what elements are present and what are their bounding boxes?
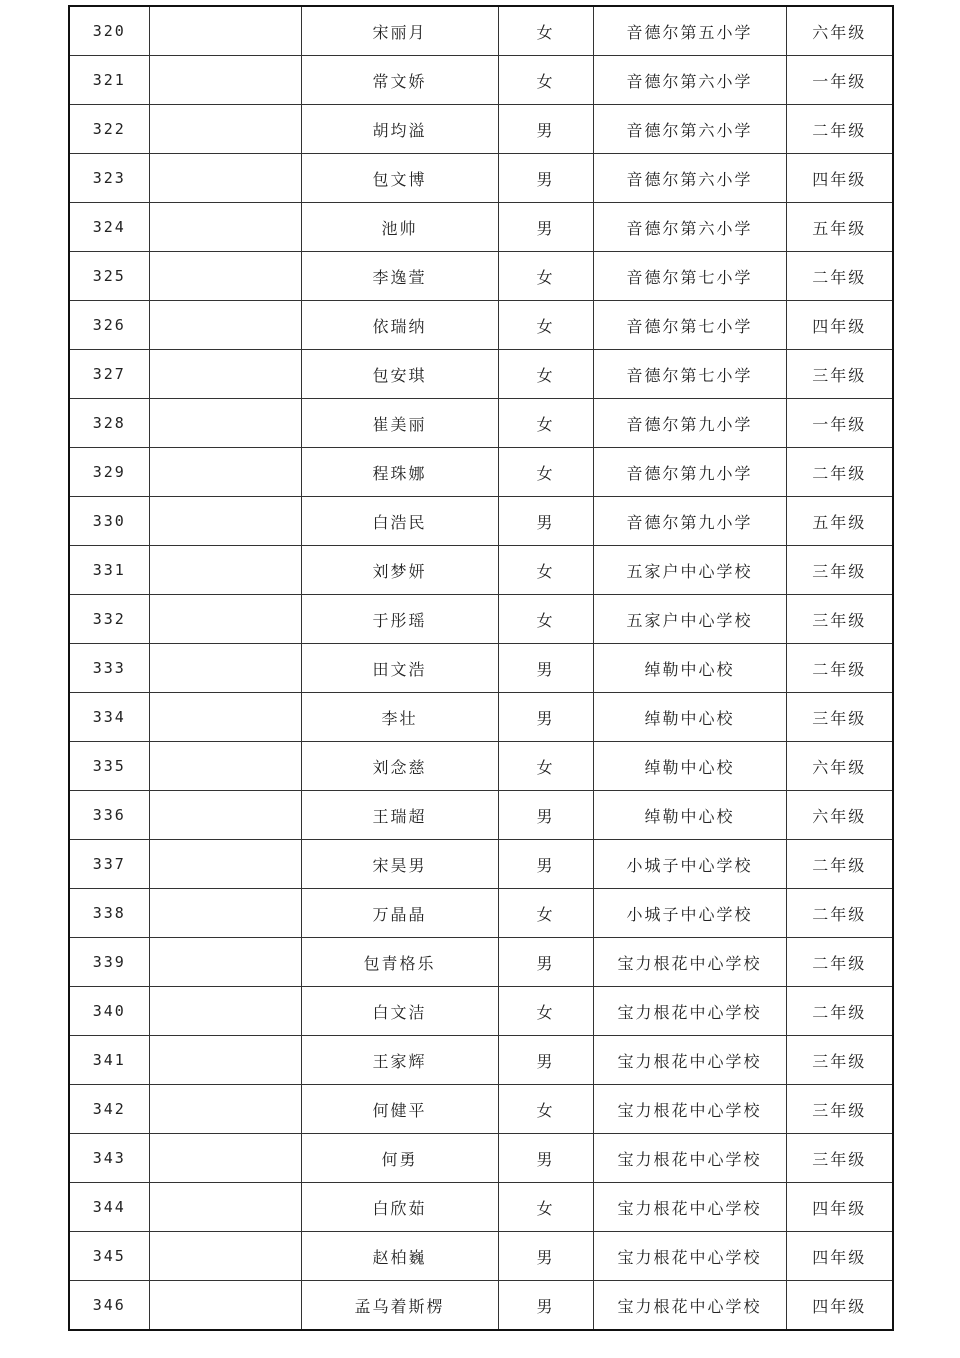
- blank-cell: [149, 644, 301, 693]
- blank-cell: [149, 6, 301, 56]
- student-name-cell: 常文娇: [301, 56, 498, 105]
- gender-cell: 女: [498, 1183, 593, 1232]
- gender-cell: 男: [498, 840, 593, 889]
- school-cell: 绰勒中心校: [593, 742, 786, 791]
- grade-cell: 五年级: [786, 497, 893, 546]
- gender-cell: 女: [498, 1085, 593, 1134]
- gender-cell: 女: [498, 595, 593, 644]
- gender-cell: 男: [498, 105, 593, 154]
- gender-cell: 男: [498, 154, 593, 203]
- gender-cell: 男: [498, 791, 593, 840]
- table-row: [69, 987, 893, 1036]
- blank-cell: [149, 1036, 301, 1085]
- table-row: [69, 1183, 893, 1232]
- blank-cell: [149, 154, 301, 203]
- school-cell: 宝力根花中心学校: [593, 1232, 786, 1281]
- serial-number-cell: 342: [69, 1085, 149, 1134]
- blank-cell: [149, 56, 301, 105]
- serial-number-cell: 330: [69, 497, 149, 546]
- gender-cell: 男: [498, 497, 593, 546]
- student-name-cell: 李壮: [301, 693, 498, 742]
- school-cell: 音德尔第六小学: [593, 154, 786, 203]
- student-name-cell: 程珠娜: [301, 448, 498, 497]
- serial-number-cell: 343: [69, 1134, 149, 1183]
- school-cell: 绰勒中心校: [593, 791, 786, 840]
- gender-cell: 男: [498, 644, 593, 693]
- blank-cell: [149, 252, 301, 301]
- student-name-cell: 赵柏巍: [301, 1232, 498, 1281]
- table-row: [69, 6, 893, 56]
- school-cell: 音德尔第六小学: [593, 105, 786, 154]
- school-cell: 小城子中心学校: [593, 840, 786, 889]
- table-row: [69, 693, 893, 742]
- grade-cell: 六年级: [786, 742, 893, 791]
- grade-cell: 三年级: [786, 350, 893, 399]
- student-name-cell: 胡均溢: [301, 105, 498, 154]
- gender-cell: 女: [498, 56, 593, 105]
- student-name-cell: 刘梦妍: [301, 546, 498, 595]
- table-row: [69, 644, 893, 693]
- student-name-cell: 包安琪: [301, 350, 498, 399]
- school-cell: 宝力根花中心学校: [593, 1085, 786, 1134]
- school-cell: 宝力根花中心学校: [593, 987, 786, 1036]
- blank-cell: [149, 1085, 301, 1134]
- gender-cell: 男: [498, 203, 593, 252]
- grade-cell: 三年级: [786, 693, 893, 742]
- gender-cell: 女: [498, 546, 593, 595]
- serial-number-cell: 333: [69, 644, 149, 693]
- blank-cell: [149, 742, 301, 791]
- student-name-cell: 白浩民: [301, 497, 498, 546]
- gender-cell: 女: [498, 399, 593, 448]
- student-name-cell: 何勇: [301, 1134, 498, 1183]
- table-row: [69, 791, 893, 840]
- student-name-cell: 池帅: [301, 203, 498, 252]
- school-cell: 五家户中心学校: [593, 595, 786, 644]
- student-name-cell: 白文洁: [301, 987, 498, 1036]
- grade-cell: 四年级: [786, 1232, 893, 1281]
- blank-cell: [149, 546, 301, 595]
- student-roster-table: [68, 5, 894, 1331]
- grade-cell: 一年级: [786, 399, 893, 448]
- grade-cell: 三年级: [786, 546, 893, 595]
- student-name-cell: 王瑞超: [301, 791, 498, 840]
- blank-cell: [149, 1281, 301, 1331]
- blank-cell: [149, 497, 301, 546]
- student-name-cell: 李逸萱: [301, 252, 498, 301]
- school-cell: 宝力根花中心学校: [593, 1036, 786, 1085]
- blank-cell: [149, 399, 301, 448]
- grade-cell: 二年级: [786, 889, 893, 938]
- serial-number-cell: 336: [69, 791, 149, 840]
- serial-number-cell: 329: [69, 448, 149, 497]
- student-name-cell: 宋丽月: [301, 6, 498, 56]
- serial-number-cell: 338: [69, 889, 149, 938]
- grade-cell: 三年级: [786, 595, 893, 644]
- table-row: [69, 1281, 893, 1331]
- school-cell: 宝力根花中心学校: [593, 938, 786, 987]
- school-cell: 音德尔第九小学: [593, 448, 786, 497]
- blank-cell: [149, 938, 301, 987]
- student-name-cell: 田文浩: [301, 644, 498, 693]
- school-cell: 音德尔第七小学: [593, 252, 786, 301]
- serial-number-cell: 322: [69, 105, 149, 154]
- grade-cell: 六年级: [786, 6, 893, 56]
- grade-cell: 二年级: [786, 252, 893, 301]
- grade-cell: 四年级: [786, 1281, 893, 1331]
- table-row: [69, 840, 893, 889]
- table-row: [69, 252, 893, 301]
- table-row: [69, 56, 893, 105]
- school-cell: 音德尔第七小学: [593, 350, 786, 399]
- school-cell: 音德尔第六小学: [593, 56, 786, 105]
- serial-number-cell: 335: [69, 742, 149, 791]
- gender-cell: 女: [498, 742, 593, 791]
- serial-number-cell: 337: [69, 840, 149, 889]
- gender-cell: 女: [498, 889, 593, 938]
- student-name-cell: 王家辉: [301, 1036, 498, 1085]
- grade-cell: 五年级: [786, 203, 893, 252]
- gender-cell: 男: [498, 1232, 593, 1281]
- serial-number-cell: 339: [69, 938, 149, 987]
- gender-cell: 女: [498, 6, 593, 56]
- school-cell: 音德尔第六小学: [593, 203, 786, 252]
- school-cell: 音德尔第九小学: [593, 399, 786, 448]
- gender-cell: 女: [498, 448, 593, 497]
- school-cell: 音德尔第七小学: [593, 301, 786, 350]
- table-row: [69, 448, 893, 497]
- school-cell: 小城子中心学校: [593, 889, 786, 938]
- table-row: [69, 105, 893, 154]
- table-row: [69, 1085, 893, 1134]
- grade-cell: 二年级: [786, 938, 893, 987]
- grade-cell: 四年级: [786, 154, 893, 203]
- grade-cell: 二年级: [786, 840, 893, 889]
- grade-cell: 三年级: [786, 1085, 893, 1134]
- blank-cell: [149, 889, 301, 938]
- blank-cell: [149, 1183, 301, 1232]
- school-cell: 音德尔第五小学: [593, 6, 786, 56]
- table-row: [69, 203, 893, 252]
- table-row: [69, 742, 893, 791]
- blank-cell: [149, 987, 301, 1036]
- serial-number-cell: 332: [69, 595, 149, 644]
- grade-cell: 六年级: [786, 791, 893, 840]
- blank-cell: [149, 350, 301, 399]
- blank-cell: [149, 448, 301, 497]
- school-cell: 绰勒中心校: [593, 693, 786, 742]
- serial-number-cell: 345: [69, 1232, 149, 1281]
- blank-cell: [149, 203, 301, 252]
- grade-cell: 二年级: [786, 987, 893, 1036]
- gender-cell: 男: [498, 1281, 593, 1331]
- student-name-cell: 何健平: [301, 1085, 498, 1134]
- student-name-cell: 包青格乐: [301, 938, 498, 987]
- student-name-cell: 依瑞纳: [301, 301, 498, 350]
- table-row: [69, 350, 893, 399]
- gender-cell: 女: [498, 350, 593, 399]
- gender-cell: 女: [498, 301, 593, 350]
- table-row: [69, 399, 893, 448]
- blank-cell: [149, 301, 301, 350]
- blank-cell: [149, 105, 301, 154]
- serial-number-cell: 341: [69, 1036, 149, 1085]
- grade-cell: 四年级: [786, 1183, 893, 1232]
- serial-number-cell: 328: [69, 399, 149, 448]
- student-name-cell: 包文博: [301, 154, 498, 203]
- blank-cell: [149, 791, 301, 840]
- grade-cell: 二年级: [786, 105, 893, 154]
- school-cell: 五家户中心学校: [593, 546, 786, 595]
- grade-cell: 三年级: [786, 1134, 893, 1183]
- serial-number-cell: 331: [69, 546, 149, 595]
- blank-cell: [149, 1232, 301, 1281]
- serial-number-cell: 325: [69, 252, 149, 301]
- table-row: [69, 1134, 893, 1183]
- grade-cell: 二年级: [786, 644, 893, 693]
- grade-cell: 一年级: [786, 56, 893, 105]
- school-cell: 音德尔第九小学: [593, 497, 786, 546]
- table-row: [69, 1036, 893, 1085]
- serial-number-cell: 344: [69, 1183, 149, 1232]
- gender-cell: 男: [498, 938, 593, 987]
- table-row: [69, 154, 893, 203]
- grade-cell: 四年级: [786, 301, 893, 350]
- student-name-cell: 孟乌着斯楞: [301, 1281, 498, 1331]
- table-row: [69, 546, 893, 595]
- serial-number-cell: 321: [69, 56, 149, 105]
- serial-number-cell: 334: [69, 693, 149, 742]
- school-cell: 宝力根花中心学校: [593, 1134, 786, 1183]
- grade-cell: 二年级: [786, 448, 893, 497]
- serial-number-cell: 326: [69, 301, 149, 350]
- school-cell: 宝力根花中心学校: [593, 1183, 786, 1232]
- gender-cell: 男: [498, 1036, 593, 1085]
- gender-cell: 女: [498, 252, 593, 301]
- blank-cell: [149, 595, 301, 644]
- serial-number-cell: 327: [69, 350, 149, 399]
- serial-number-cell: 340: [69, 987, 149, 1036]
- student-name-cell: 万晶晶: [301, 889, 498, 938]
- blank-cell: [149, 840, 301, 889]
- gender-cell: 男: [498, 693, 593, 742]
- blank-cell: [149, 693, 301, 742]
- school-cell: 绰勒中心校: [593, 644, 786, 693]
- student-name-cell: 于彤瑶: [301, 595, 498, 644]
- grade-cell: 三年级: [786, 1036, 893, 1085]
- table-row: [69, 938, 893, 987]
- roster-body: [69, 6, 893, 1330]
- table-row: [69, 497, 893, 546]
- serial-number-cell: 324: [69, 203, 149, 252]
- school-cell: 宝力根花中心学校: [593, 1281, 786, 1331]
- gender-cell: 女: [498, 987, 593, 1036]
- blank-cell: [149, 1134, 301, 1183]
- table-row: [69, 1232, 893, 1281]
- student-name-cell: 崔美丽: [301, 399, 498, 448]
- table-row: [69, 595, 893, 644]
- student-name-cell: 宋昊男: [301, 840, 498, 889]
- serial-number-cell: 320: [69, 6, 149, 56]
- serial-number-cell: 323: [69, 154, 149, 203]
- gender-cell: 男: [498, 1134, 593, 1183]
- table-row: [69, 889, 893, 938]
- table-row: [69, 301, 893, 350]
- student-name-cell: 白欣茹: [301, 1183, 498, 1232]
- student-name-cell: 刘念慈: [301, 742, 498, 791]
- serial-number-cell: 346: [69, 1281, 149, 1331]
